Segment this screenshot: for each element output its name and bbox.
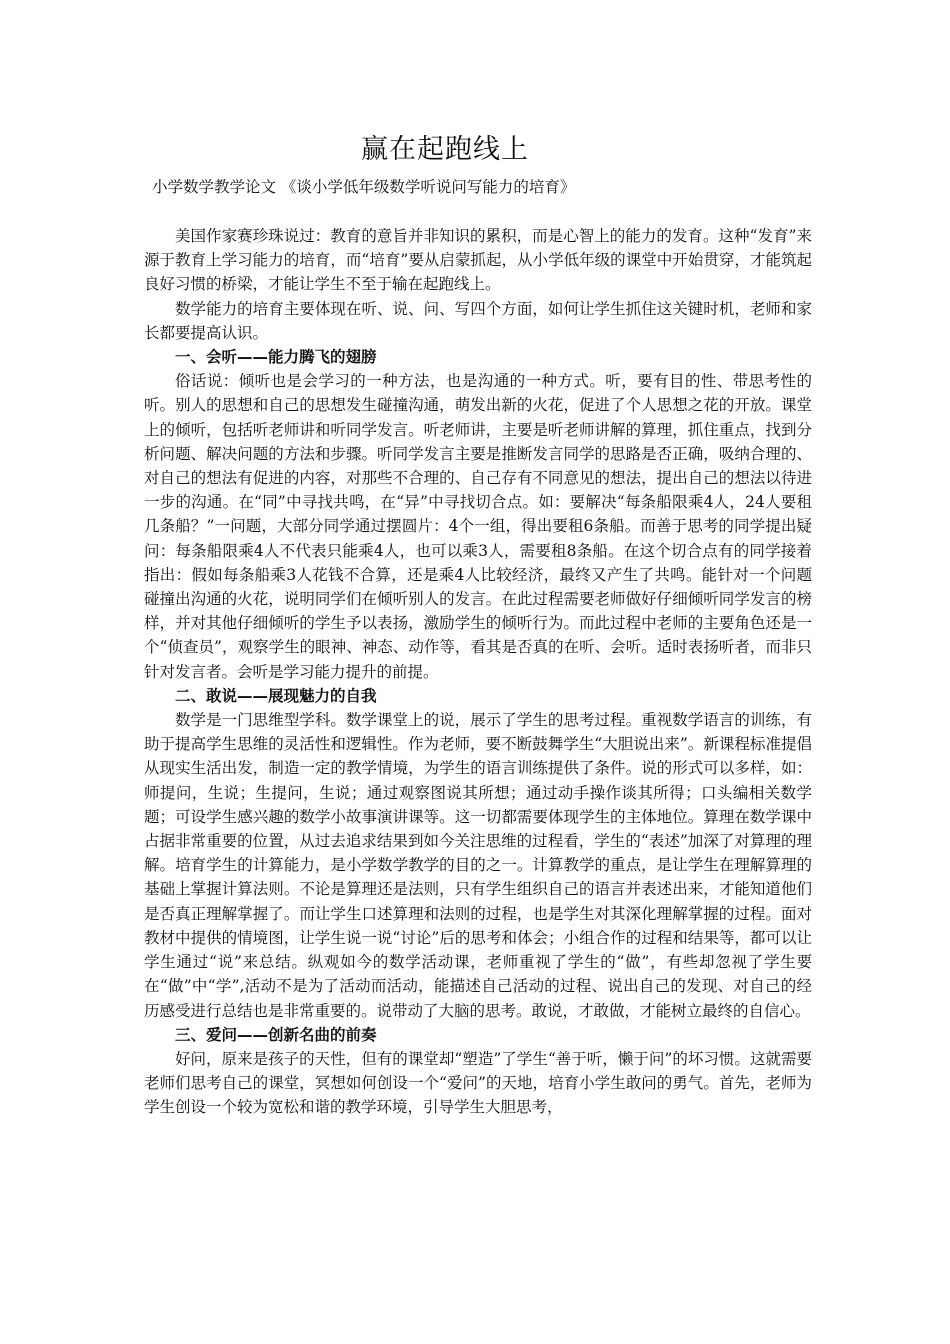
document-body — [144, 224, 812, 1120]
section-heading-asking: 三、爱问——创新名曲的前奏 — [175, 1025, 377, 1044]
section-heading-listening: 一、会听——能力腾飞的翅膀 — [175, 348, 377, 367]
intro-paragraph-1: 美国作家赛珍珠说过：教育的意旨并非知识的累积，而是心智上的能力的发育。这种“发育”来源于教育上学习能力的培育，而“培育”要从启蒙抓起，从小学低年级的课堂中开始贯穿，才能筑起良好习惯的桥梁，才能让学生不至于输在起跑线上。 — [144, 227, 812, 294]
document-subtitle: 小学数学教学论文 《谈小学低年级数学听说问写能力的培育》 — [152, 178, 576, 196]
section-heading-speaking: 二、敢说——展现魅力的自我 — [175, 686, 377, 705]
document-title: 赢在起跑线上 — [361, 134, 529, 165]
section-paragraph-listening: 俗话说：倾听也是会学习的一种方法，也是沟通的一种方式。听，要有目的性、带思考性的听。别人的思想和自己的思想发生碰撞沟通，萌发出新的火花，促进了个人思想之花的开放。课堂上的倾听，包括听老师讲和听同学发言。听老师讲，主要是听老师讲解的算理，抓住重点，找到分析问题、解决问题的方法和步骤。听同学发言主要是推断发言同学的思路是否正确，吸纳合理的、对自己的想法有促进的内容，对那些不合理的、自己存有不同意见的想法，提出自己的想法以待进一步的沟通。在“同”中寻找共鸣，在“异”中寻找切合点。如：要解决“每条船限乘4人，24人要租几条船？”一问题，大部分同学通过摆圆片：4个一组，得出要租6条船。而善于思考的同学提出疑问：每条船限乘4人不代表只能乘4人，也可以乘3人，需要租8条船。在这个切合点有的同学接着指出：假如每条船乘3人花钱不合算，还是乘4人比较经济，最终又产生了共鸣。能针对一个问题碰撞出沟通的火花，说明同学们在倾听别人的发言。在此过程需要老师做好仔细倾听同学发言的榜样，并对其他仔细倾听的学生予以表扬，激励学生的倾听行为。而此过程中老师的主要角色还是一个“侦查员”，观察学生的眼神、神态、动作等，看其是否真的在听、会听。适时表扬听者，而非只针对发言者。会听是学习能力提升的前提。 — [144, 372, 812, 681]
section-paragraph-speaking: 数学是一门思维型学科。数学课堂上的说，展示了学生的思考过程。重视数学语言的训练，有助于提高学生思维的灵活性和逻辑性。作为老师，要不断鼓舞学生“大胆说出来”。新课程标准提倡从现实生活出发，制造一定的教学情境，为学生的语言训练提供了条件。说的形式可以多样，如：师提问，生说；生提问，生说；通过观察图说其所想；通过动手操作谈其所得；口头编相关数学题；可设学生感兴趣的数学小故事演讲课等。这一切都需要体现学生的主体地位。算理在数学课中占据非常重要的位置，从过去追求结果到如今关注思维的过程看，学生的“表述”加深了对算理的理解。培育学生的计算能力，是小学数学教学的目的之一。计算教学的重点，是让学生在理解算理的基础上掌握计算法则。不论是算理还是法则，只有学生组织自己的语言并表述出来，才能知道他们是否真正理解掌握了。而让学生口述算理和法则的过程，也是学生对其深化理解掌握的过程。面对教材中提供的情境图，让学生说一说“讨论”后的思考和体会；小组合作的过程和结果等，都可以让学生通过“说”来总结。纵观如今的数学活动课，老师重视了学生的“做”，有些却忽视了学生要在“做”中“学”,活动不是为了活动而活动，能描述自己活动的过程、说出自己的发现、对自己的经历感受进行总结也是非常重要的。说带动了大脑的思考。敢说，才敢做，才能树立最终的自信心。 — [144, 711, 812, 1020]
intro-paragraph-2: 数学能力的培育主要体现在听、说、问、写四个方面，如何让学生抓住这关键时机，老师和家长都要提高认识。 — [144, 299, 812, 342]
section-paragraph-asking: 好问，原来是孩子的天性，但有的课堂却“塑造”了学生“善于听，懒于问”的坏习惯。这就需要老师们思考自己的课堂，冥想如何创设一个“爱问”的天地，培育小学生敢问的勇气。首先，老师为学生创设一个较为宽松和谐的教学环境，引导学生大胆思考， — [144, 1049, 812, 1117]
